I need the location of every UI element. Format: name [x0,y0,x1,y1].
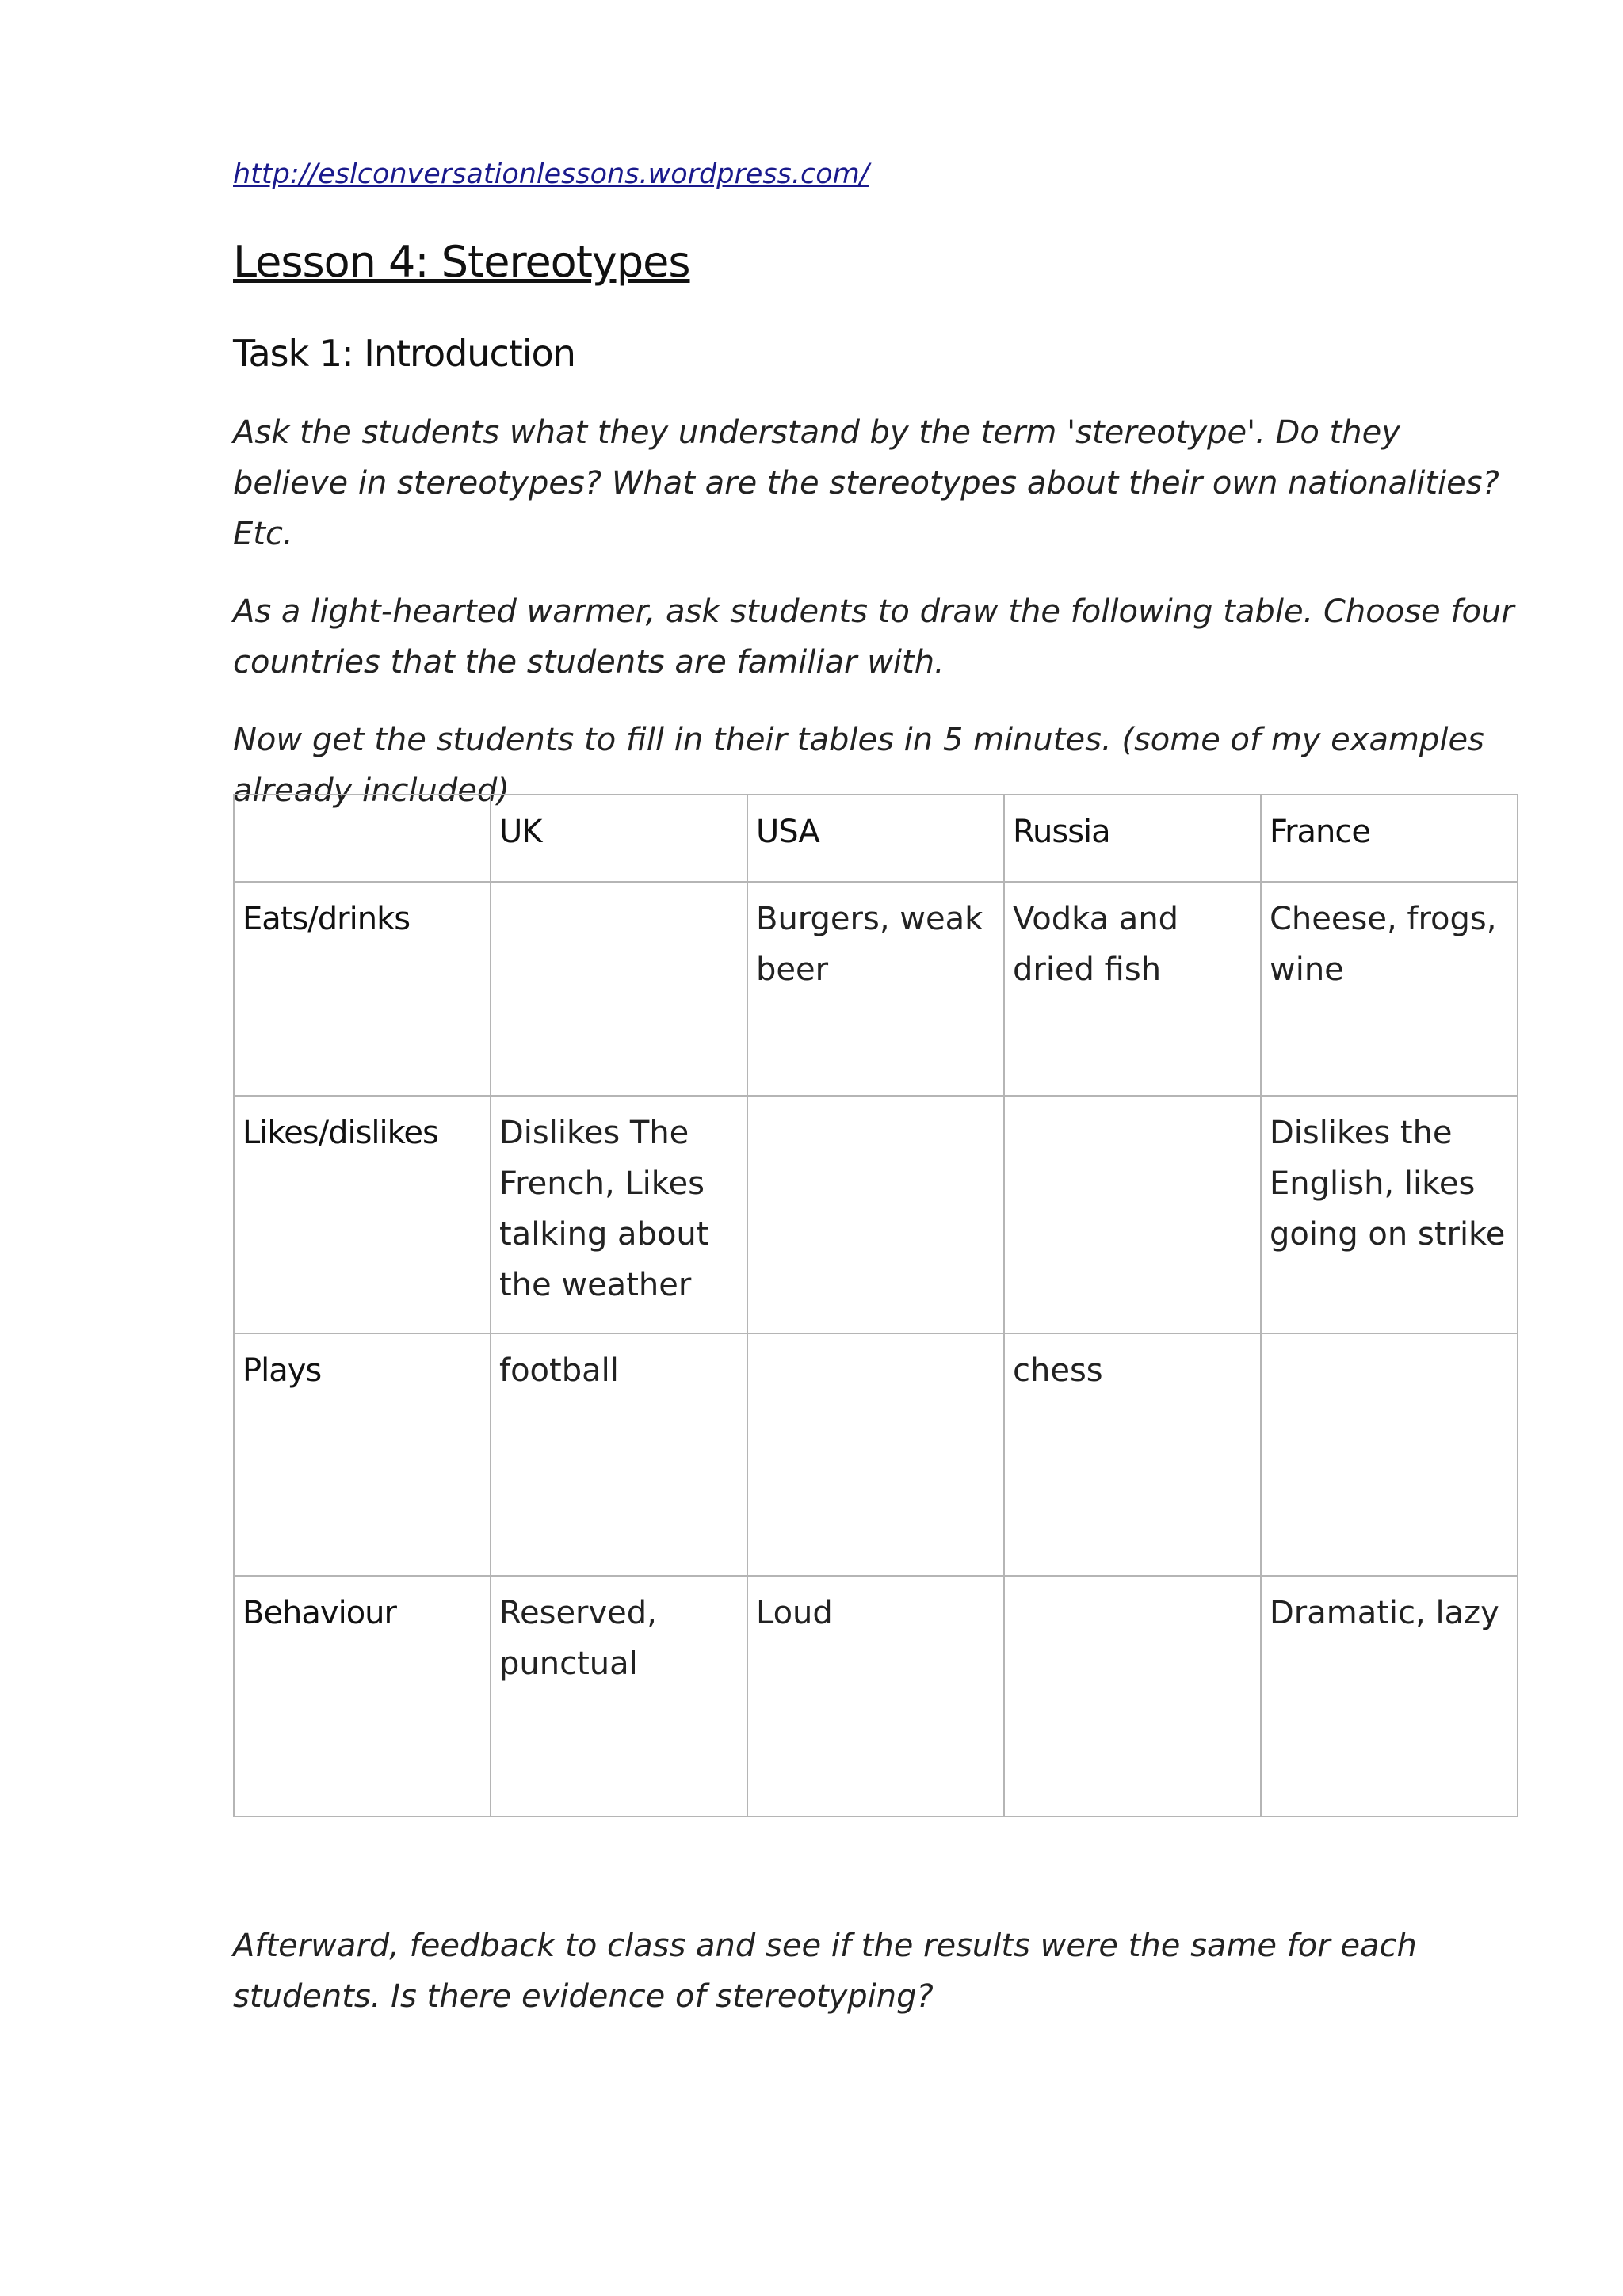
header-cell-usa: USA [747,795,1004,882]
table-cell [491,882,747,1096]
row-label-plays: Plays [234,1333,491,1576]
header-cell-uk: UK [491,795,747,882]
lesson-title: Lesson 4: Stereotypes [233,237,690,287]
table-cell: Dislikes the English, likes going on strike [1261,1096,1518,1333]
table-cell: Reserved, punctual [491,1576,747,1817]
closing-paragraph: Afterward, feedback to class and see if the results were the same for each students. Is there evidence of stereotyping? [233,1928,1417,2015]
table-cell [747,1333,1004,1576]
table-cell: Burgers, weak beer [747,882,1004,1096]
header-cell-france: France [1261,795,1518,882]
table-cell: Cheese, frogs, wine [1261,882,1518,1096]
table-row [234,1333,1518,1576]
table-cell [747,1096,1004,1333]
table-row [234,882,1518,1096]
instruction-paragraph: Now get the students to fill in their tables in 5 minutes. (some of my examples already included) [233,722,1484,809]
table-cell: chess [1004,1333,1261,1576]
header-cell-corner [234,795,491,882]
table-row [234,1096,1518,1333]
table-cell: Vodka and dried fish [1004,882,1261,1096]
table-cell: Dislikes The French, Likes talking about the weather [491,1096,747,1333]
source-url-link[interactable]: http://eslconversationlessons.wordpress.com/ [233,158,869,190]
table-header-row [234,795,1518,882]
stereotypes-table [233,794,1518,1817]
table-cell: Dramatic, lazy [1261,1576,1518,1817]
table-cell [1261,1333,1518,1576]
intro-paragraph: Ask the students what they understand by the term 'stereotype'. Do they believe in stereotypes? What are the stereotypes about their own nationalities? Etc. [233,414,1499,552]
table-cell [1004,1096,1261,1333]
table-cell: Loud [747,1576,1004,1817]
task-heading: Task 1: Introduction [233,332,575,375]
row-label-behaviour: Behaviour [234,1576,491,1817]
warmer-paragraph: As a light-hearted warmer, ask students to draw the following table. Choose four countries that the students are familiar with. [233,593,1514,681]
table-row [234,1576,1518,1817]
document-body [233,155,1517,816]
header-cell-russia: Russia [1004,795,1261,882]
table-cell: football [491,1333,747,1576]
table-cell [1004,1576,1261,1817]
row-label-eats-drinks: Eats/drinks [234,882,491,1096]
row-label-likes-dislikes: Likes/dislikes [234,1096,491,1333]
